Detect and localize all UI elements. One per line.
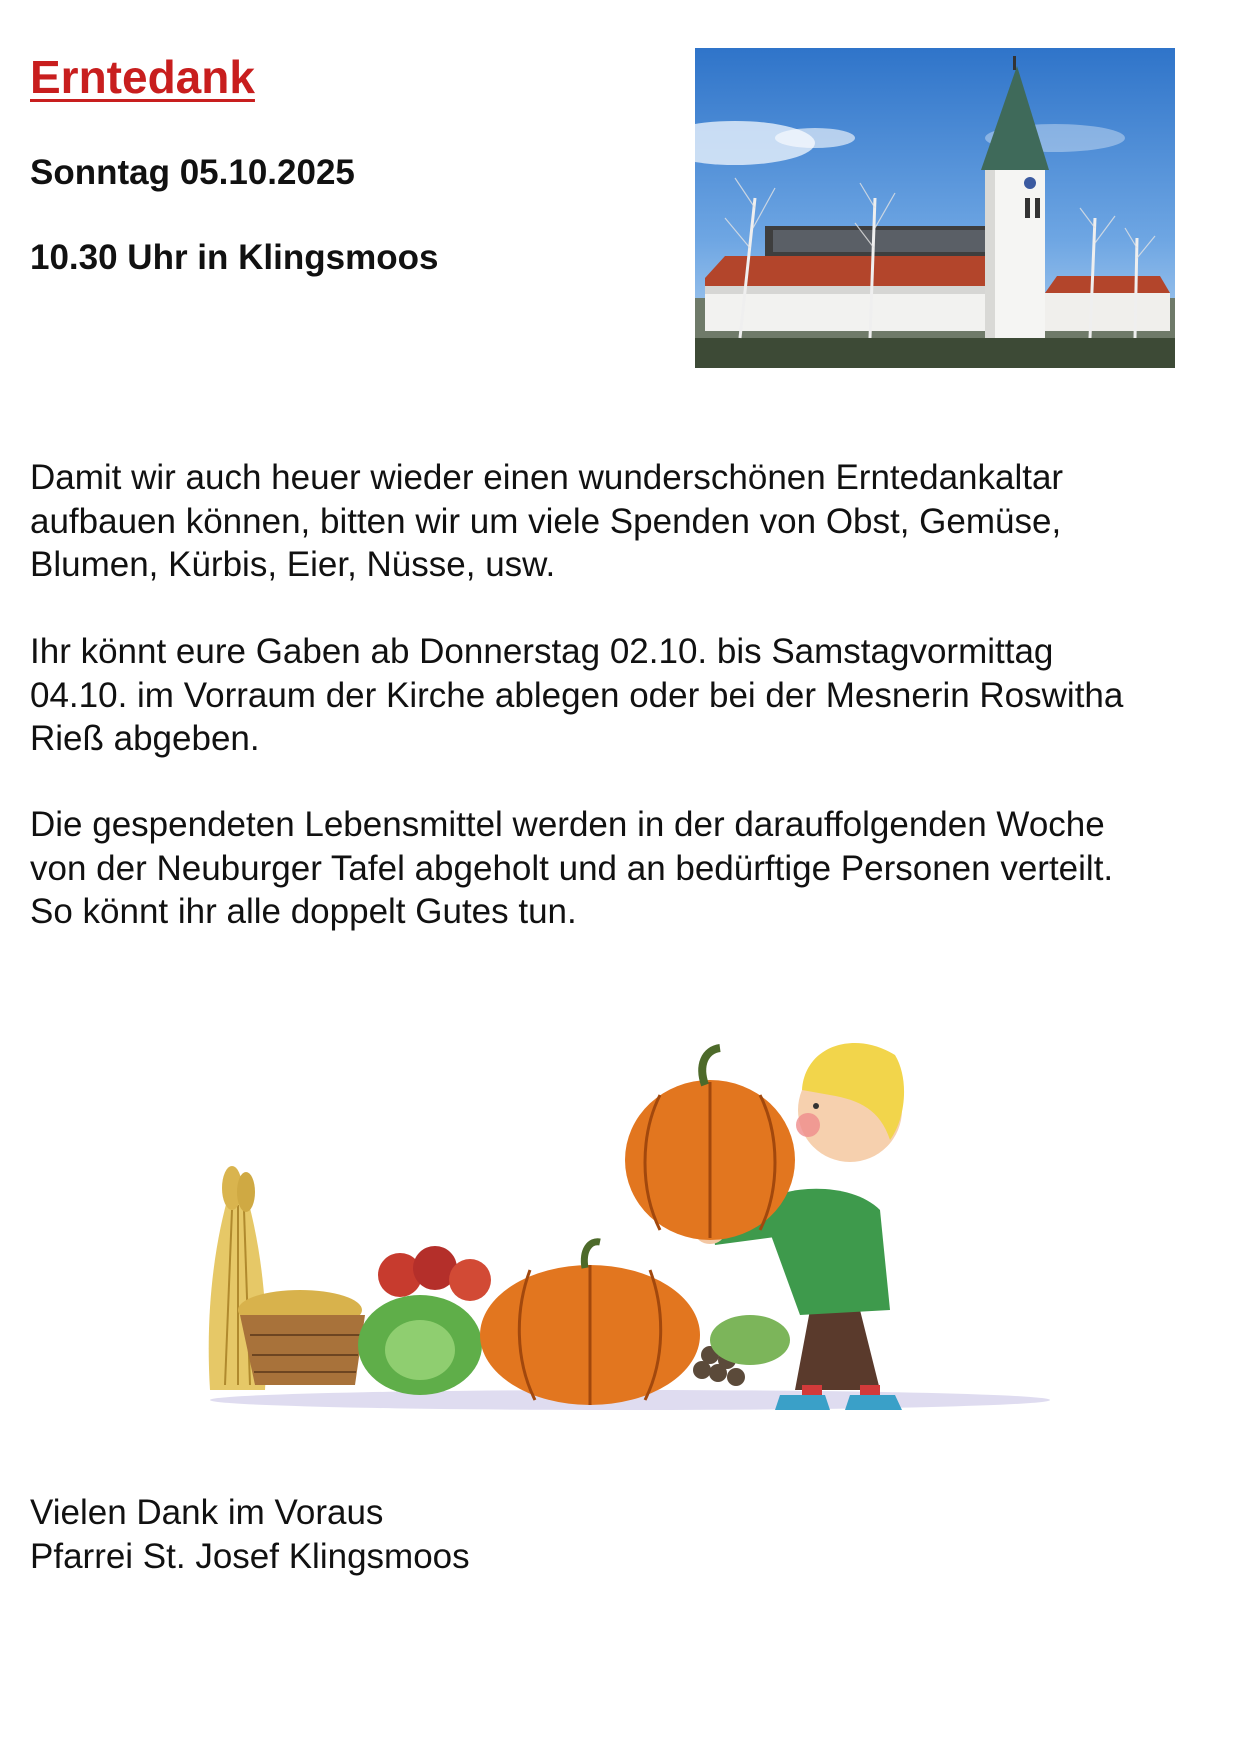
paragraph-line: So könnt ihr alle doppelt Gutes tun. <box>30 892 577 931</box>
event-time-location: 10.30 Uhr in Klingsmoos <box>30 238 439 277</box>
closing-thanks: Vielen Dank im Voraus <box>30 1493 384 1532</box>
event-date: Sonntag 05.10.2025 <box>30 153 355 192</box>
harvest-illustration <box>190 1010 1060 1420</box>
paragraph-line: Die gespendeten Lebensmittel werden in der darauffolgenden Woche <box>30 805 1105 844</box>
paragraph-line: Damit wir auch heuer wieder einen wunderschönen Erntedankaltar <box>30 458 1064 497</box>
closing-parish: Pfarrei St. Josef Klingsmoos <box>30 1536 470 1576</box>
paragraph-drop-off-info <box>30 630 1220 761</box>
closing-signature <box>30 1491 1220 1578</box>
paragraph-line: 04.10. im Vorraum der Kirche ablegen oder bei der Mesnerin Roswitha <box>30 675 1124 715</box>
paragraph-line: aufbauen können, bitten wir um viele Spenden von Obst, Gemüse, <box>30 501 1062 541</box>
paragraph-line: Blumen, Kürbis, Eier, Nüsse, usw. <box>30 545 556 584</box>
church-photo <box>695 48 1175 368</box>
paragraph-line: von der Neuburger Tafel abgeholt und an bedürftige Personen verteilt. <box>30 848 1114 888</box>
paragraph-line: Rieß abgeben. <box>30 719 260 758</box>
page-title: Erntedank <box>30 51 255 103</box>
paragraph-food-bank-info <box>30 803 1220 934</box>
paragraph-donation-request <box>30 456 1220 587</box>
paragraph-line: Ihr könnt eure Gaben ab Donnerstag 02.10. bis Samstagvormittag <box>30 632 1054 671</box>
